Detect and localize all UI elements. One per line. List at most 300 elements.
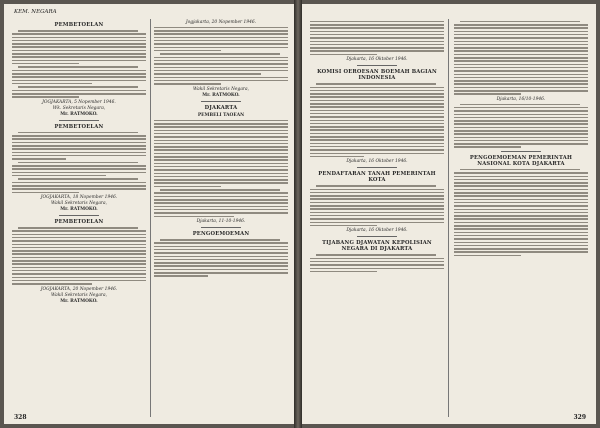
dateline-signature: Wakil Sekretaris Negara, — [50, 292, 108, 298]
dateline-signature: Wk. Sekretaris Negara, — [52, 105, 106, 111]
text-line — [12, 188, 146, 190]
text-line — [454, 123, 588, 125]
text-line — [310, 96, 444, 98]
dateline-signature: JOGJAKARTA, 20 Nopember 1946. — [40, 286, 118, 292]
right-column-2 — [454, 19, 588, 417]
text-line — [454, 60, 588, 62]
text-line — [310, 271, 377, 273]
text-line — [154, 269, 288, 271]
text-line — [310, 41, 444, 43]
text-line — [12, 56, 146, 58]
text-line — [454, 179, 588, 181]
text-line — [310, 225, 377, 227]
text-line — [12, 145, 146, 147]
section-heading: DJAKARTA — [204, 104, 238, 111]
text-line — [310, 87, 444, 89]
right-page — [302, 4, 596, 424]
text-line — [12, 234, 146, 236]
text-line — [454, 37, 588, 39]
text-line — [310, 106, 444, 108]
text-line — [160, 189, 280, 191]
section-subheading: PEMBELI TAOEAN — [197, 112, 245, 118]
text-line — [310, 202, 444, 204]
text-line — [310, 27, 444, 29]
text-line — [154, 27, 288, 29]
page-number-right: 329 — [573, 414, 586, 421]
text-line — [18, 66, 138, 68]
running-head: KEM. NEGARA — [14, 9, 57, 15]
text-line — [154, 179, 288, 181]
section-heading: PEMBETOELAN — [54, 123, 104, 130]
section-rule — [357, 236, 397, 237]
section-heading: PENDAFTARAN TANAH PEMERINTAH KOTA — [318, 171, 436, 184]
text-line — [12, 135, 146, 137]
text-line — [154, 149, 288, 151]
text-line — [154, 192, 288, 194]
text-line — [12, 192, 79, 194]
text-line — [310, 136, 444, 138]
text-line — [310, 139, 444, 141]
text-line — [18, 30, 138, 32]
dateline-signature: Djakarta, 11-10-1946. — [196, 219, 246, 225]
text-line — [310, 192, 444, 194]
text-line — [454, 41, 588, 43]
text-line — [310, 123, 444, 125]
text-line — [454, 110, 588, 112]
text-line — [310, 24, 444, 26]
text-line — [154, 206, 288, 208]
text-line — [154, 199, 288, 201]
text-paragraph — [454, 21, 588, 95]
text-line — [310, 222, 444, 224]
text-line — [310, 37, 444, 39]
text-line — [454, 195, 588, 197]
text-line — [154, 166, 288, 168]
text-line — [12, 63, 79, 65]
text-line — [454, 83, 588, 85]
text-line — [154, 30, 288, 32]
text-line — [154, 67, 288, 69]
text-line — [154, 63, 288, 65]
text-line — [310, 133, 444, 135]
text-line — [454, 31, 588, 33]
dateline-signature: Djakarta, 16/10-1946. — [496, 96, 546, 102]
text-line — [154, 57, 288, 59]
text-line — [154, 136, 288, 138]
text-line — [454, 182, 588, 184]
text-line — [310, 149, 444, 151]
text-line — [154, 60, 288, 62]
text-line — [154, 146, 288, 148]
text-line — [454, 199, 588, 201]
text-line — [310, 258, 444, 260]
text-line — [12, 247, 146, 249]
text-line — [454, 248, 588, 250]
text-line — [310, 120, 444, 122]
text-line — [154, 83, 221, 85]
text-line — [154, 246, 288, 248]
text-line — [154, 123, 288, 125]
text-line — [12, 263, 146, 265]
text-line — [154, 33, 288, 35]
dateline-signature: Mr. RATMOKO. — [60, 298, 98, 304]
text-line — [12, 148, 146, 150]
text-line — [454, 146, 521, 148]
text-line — [460, 21, 580, 23]
text-line — [454, 212, 588, 214]
text-line — [310, 143, 444, 145]
text-line — [18, 178, 138, 180]
text-line — [12, 96, 79, 98]
text-line — [310, 218, 444, 220]
text-line — [12, 270, 146, 272]
text-line — [12, 277, 146, 279]
dateline-signature: JOGJAKARTA, 18 Nopember 1946. — [40, 195, 118, 201]
text-line — [454, 137, 588, 139]
dateline-signature: Djakarta, 16 Oktober 1946. — [346, 228, 408, 234]
text-line — [454, 176, 588, 178]
text-line — [454, 251, 588, 253]
text-line — [12, 83, 92, 85]
text-line — [12, 273, 146, 275]
text-line — [454, 67, 588, 69]
text-line — [12, 240, 146, 242]
left-column-2 — [154, 19, 288, 417]
text-line — [454, 130, 588, 132]
text-line — [12, 73, 146, 75]
text-line — [454, 245, 588, 247]
text-paragraph — [12, 227, 146, 285]
text-line — [454, 114, 588, 116]
text-line — [154, 256, 288, 258]
text-line — [454, 44, 588, 46]
text-paragraph — [12, 30, 146, 64]
text-line — [154, 126, 288, 128]
text-paragraph — [310, 254, 444, 272]
text-line — [310, 47, 444, 49]
text-line — [316, 185, 436, 187]
text-line — [454, 185, 588, 187]
text-line — [454, 205, 588, 207]
text-line — [454, 143, 588, 145]
text-line — [12, 185, 146, 187]
dateline-signature: Mr. RATMOKO. — [60, 207, 98, 213]
text-line — [12, 244, 146, 246]
section-rule — [201, 101, 241, 102]
section-heading: PEMBETOELAN — [54, 22, 104, 28]
text-line — [454, 34, 588, 36]
text-paragraph — [154, 27, 288, 52]
text-line — [154, 262, 288, 264]
text-line — [454, 235, 588, 237]
text-line — [12, 90, 146, 92]
text-line — [12, 53, 146, 55]
text-line — [454, 202, 588, 204]
text-line — [454, 80, 588, 82]
text-line — [154, 212, 288, 214]
dateline-signature: Wakil Sekretaris Negara, — [50, 201, 108, 207]
text-line — [154, 169, 288, 171]
left-page — [4, 4, 294, 424]
text-line — [310, 129, 444, 131]
text-line — [454, 50, 588, 52]
text-paragraph — [154, 77, 288, 85]
text-paragraph — [154, 53, 288, 74]
text-line — [310, 100, 444, 102]
text-line — [154, 47, 288, 49]
text-line — [310, 31, 444, 33]
text-line — [12, 76, 146, 78]
text-line — [154, 209, 288, 211]
text-line — [454, 127, 588, 129]
text-paragraph — [12, 66, 146, 84]
text-line — [310, 21, 444, 23]
text-line — [154, 143, 288, 145]
text-line — [310, 198, 444, 200]
text-line — [12, 253, 146, 255]
text-paragraph — [12, 132, 146, 160]
text-line — [154, 130, 288, 132]
text-line — [310, 93, 444, 95]
text-line — [454, 90, 588, 92]
text-line — [154, 163, 288, 165]
text-paragraph — [154, 239, 288, 277]
text-line — [454, 209, 588, 211]
left-column-1 — [12, 19, 151, 417]
text-line — [12, 158, 66, 160]
text-line — [12, 138, 146, 140]
text-line — [12, 283, 92, 285]
text-line — [12, 230, 146, 232]
text-line — [12, 46, 146, 48]
text-line — [154, 173, 288, 175]
text-paragraph — [154, 120, 288, 187]
text-line — [18, 86, 138, 88]
text-line — [154, 275, 208, 277]
dateline-signature: Djakarta, 16 Oktober 1946. — [346, 57, 408, 63]
text-line — [12, 93, 146, 95]
text-line — [12, 33, 146, 35]
text-line — [12, 168, 146, 170]
text-line — [154, 77, 288, 79]
text-line — [12, 152, 146, 154]
text-line — [12, 43, 146, 45]
dateline-signature: Wakil Sekretaris Negara, — [192, 86, 250, 92]
text-line — [160, 239, 280, 241]
text-line — [310, 113, 444, 115]
section-rule — [59, 120, 99, 121]
text-line — [310, 116, 444, 118]
text-line — [454, 222, 588, 224]
text-line — [454, 120, 588, 122]
text-paragraph — [12, 162, 146, 177]
text-line — [12, 280, 146, 282]
text-line — [454, 218, 588, 220]
text-line — [460, 169, 580, 171]
text-line — [454, 189, 588, 191]
text-paragraph — [454, 104, 588, 148]
text-line — [310, 215, 444, 217]
text-line — [454, 47, 588, 49]
text-line — [154, 259, 288, 261]
section-rule — [501, 151, 541, 152]
text-line — [154, 153, 288, 155]
dateline-signature: Mr. RATMOKO. — [60, 111, 98, 117]
text-line — [310, 195, 444, 197]
text-line — [154, 120, 288, 122]
text-line — [154, 265, 288, 267]
text-line — [310, 189, 444, 191]
text-paragraph — [154, 189, 288, 217]
text-line — [454, 27, 588, 29]
text-paragraph — [310, 21, 444, 55]
text-line — [454, 74, 588, 76]
section-rule — [59, 215, 99, 216]
text-line — [154, 73, 261, 75]
text-line — [454, 172, 588, 174]
text-line — [154, 186, 221, 188]
text-line — [454, 57, 588, 59]
text-line — [316, 254, 436, 256]
text-line — [12, 155, 146, 157]
book-gutter — [294, 0, 302, 428]
text-line — [454, 54, 588, 56]
text-line — [12, 142, 146, 144]
text-line — [12, 182, 146, 184]
text-line — [454, 242, 588, 244]
text-line — [154, 40, 288, 42]
text-line — [12, 165, 146, 167]
text-paragraph — [12, 86, 146, 97]
section-rule — [357, 65, 397, 66]
dateline-signature: Mr. RATMOKO. — [202, 92, 240, 98]
text-line — [454, 238, 588, 240]
text-line — [154, 176, 288, 178]
text-line — [460, 104, 580, 106]
text-line — [12, 60, 146, 62]
section-heading: PEMBETOELAN — [54, 219, 104, 226]
text-line — [310, 44, 444, 46]
dateline-signature: Jogjakarta, 20 Nopember 1946. — [185, 20, 257, 25]
section-heading: TIJABANG DJAWATAN KEPOLISIAN NEGARA DI DJAKARTA — [322, 240, 432, 253]
text-line — [12, 257, 146, 259]
text-line — [310, 126, 444, 128]
text-line — [154, 249, 288, 251]
text-line — [454, 77, 588, 79]
text-line — [310, 103, 444, 105]
text-line — [310, 90, 444, 92]
text-paragraph — [310, 185, 444, 226]
section-heading: KOMISI OEROESAN BOEMAH BAGIAN INDONESIA — [317, 69, 437, 82]
text-line — [310, 264, 444, 266]
text-line — [310, 208, 444, 210]
text-line — [154, 182, 288, 184]
text-line — [154, 43, 288, 45]
section-heading: PENGOEMOEMAN PEMERINTAH NASIONAL KOTA DJAKARTA — [469, 154, 573, 167]
text-line — [12, 175, 106, 177]
text-line — [454, 107, 588, 109]
dateline-signature: JOGJAKARTA, 5 Nopember 1946. — [42, 99, 116, 105]
text-line — [12, 70, 146, 72]
text-line — [18, 227, 138, 229]
text-line — [12, 237, 146, 239]
text-line — [12, 40, 146, 42]
text-line — [454, 117, 588, 119]
text-paragraph — [12, 178, 146, 193]
text-line — [454, 133, 588, 135]
page-number-left: 328 — [14, 414, 27, 421]
text-line — [310, 212, 444, 214]
text-line — [454, 24, 588, 26]
text-line — [454, 140, 588, 142]
text-line — [154, 70, 288, 72]
text-line — [454, 255, 521, 257]
text-line — [310, 156, 364, 158]
text-line — [454, 70, 588, 72]
text-line — [454, 93, 521, 95]
section-rule — [201, 227, 241, 228]
text-line — [454, 232, 588, 234]
text-line — [454, 192, 588, 194]
text-line — [310, 268, 444, 270]
section-rule — [357, 167, 397, 168]
text-line — [154, 156, 288, 158]
text-line — [154, 242, 288, 244]
text-line — [154, 159, 288, 161]
text-line — [310, 110, 444, 112]
text-line — [18, 132, 138, 134]
text-line — [316, 83, 436, 85]
text-line — [154, 133, 288, 135]
text-paragraph — [310, 83, 444, 157]
text-line — [12, 250, 146, 252]
text-line — [310, 205, 444, 207]
text-line — [454, 64, 588, 66]
text-line — [454, 87, 588, 89]
dateline-signature: Djakarta, 16 Oktober 1946. — [346, 159, 408, 165]
text-line — [12, 260, 146, 262]
text-line — [454, 215, 588, 217]
text-line — [310, 261, 444, 263]
text-line — [310, 34, 444, 36]
text-line — [154, 80, 288, 82]
text-line — [12, 50, 146, 52]
text-line — [12, 172, 146, 174]
text-line — [310, 50, 444, 52]
text-line — [154, 216, 234, 218]
text-line — [310, 146, 444, 148]
text-line — [154, 37, 288, 39]
text-line — [454, 228, 588, 230]
text-line — [12, 37, 146, 39]
text-line — [310, 153, 444, 155]
right-column-1 — [310, 19, 449, 417]
text-line — [12, 267, 146, 269]
text-line — [154, 202, 288, 204]
text-line — [154, 140, 288, 142]
text-line — [454, 225, 588, 227]
text-line — [12, 80, 146, 82]
text-paragraph — [454, 169, 588, 256]
section-heading: PENGOEMOEMAN — [192, 231, 250, 238]
text-line — [154, 252, 288, 254]
text-line — [154, 272, 288, 274]
text-line — [154, 196, 288, 198]
text-line — [310, 54, 377, 56]
text-line — [154, 50, 221, 52]
text-line — [160, 53, 280, 55]
text-line — [18, 162, 138, 164]
